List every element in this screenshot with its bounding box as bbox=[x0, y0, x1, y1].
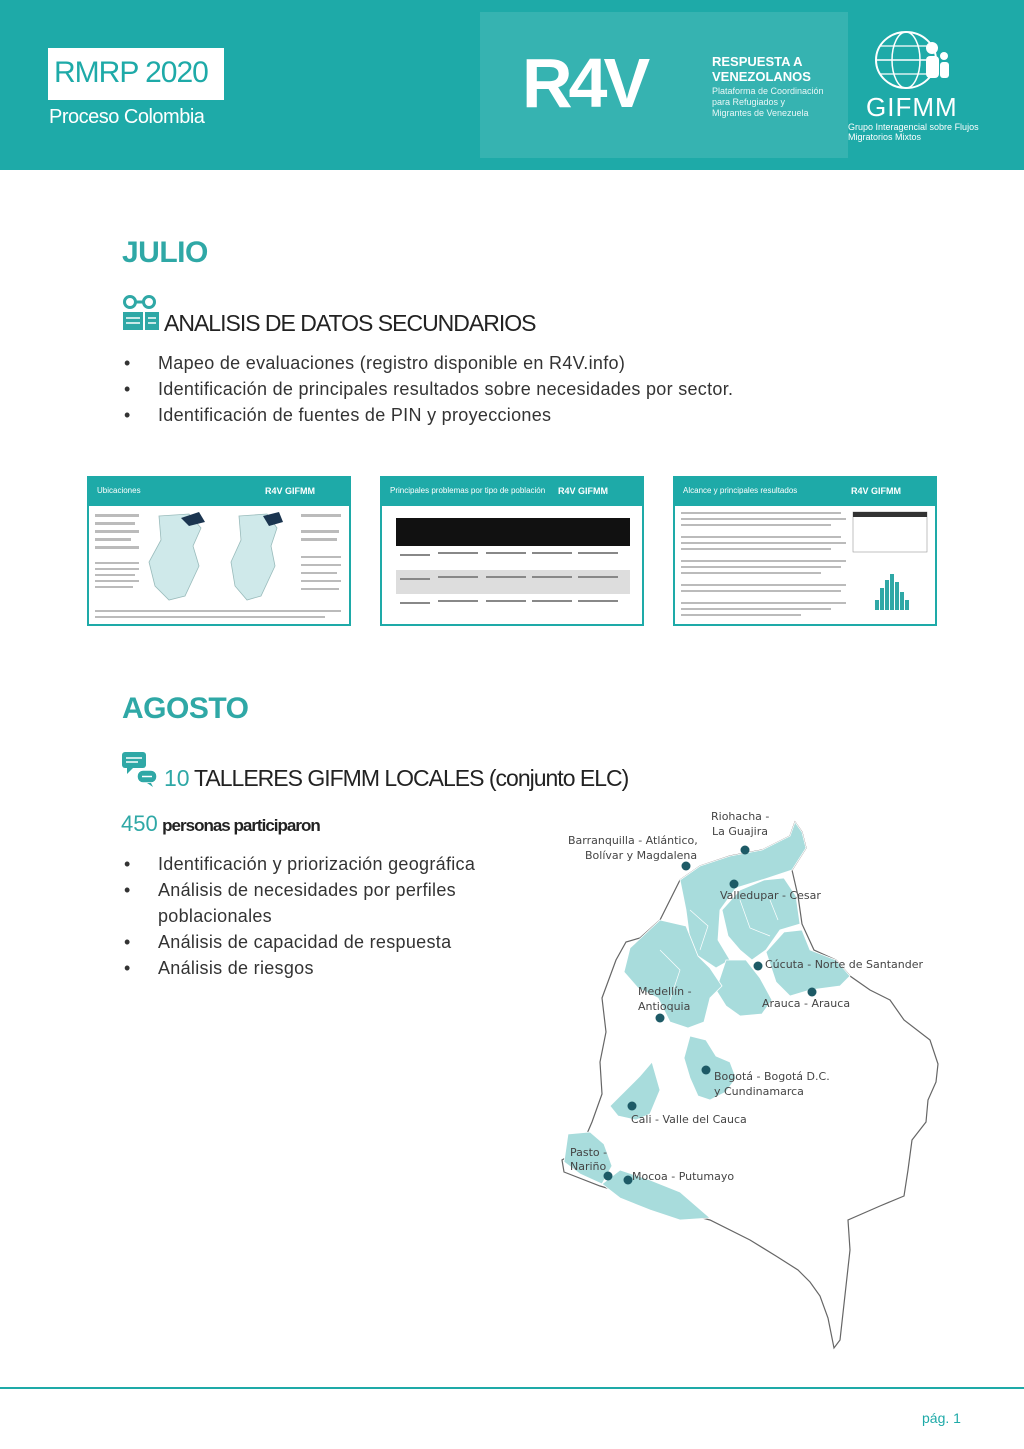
map-label-riohacha-1: Riohacha - bbox=[711, 810, 770, 823]
report-thumbnail-alcance bbox=[673, 476, 937, 626]
city-marker-medellin bbox=[656, 1014, 665, 1023]
map-label-cucuta: Cúcuta - Norte de Santander bbox=[765, 958, 923, 971]
city-marker-arauca bbox=[808, 988, 817, 997]
thumbnail-title: Principales problemas por tipo de población bbox=[390, 486, 546, 495]
map-label-barranquilla-2: Bolívar y Magdalena bbox=[585, 849, 698, 862]
month-heading-july: JULIO bbox=[122, 236, 208, 269]
city-marker-bogota bbox=[702, 1066, 711, 1075]
thumbnail-maps-preview bbox=[89, 506, 349, 624]
report-thumbnail-ubicaciones bbox=[87, 476, 351, 626]
footer-divider bbox=[0, 1387, 1024, 1389]
page-title: RMRP 2020 bbox=[54, 56, 208, 89]
thumbnail-table-preview bbox=[382, 506, 642, 624]
month-heading-august: AGOSTO bbox=[122, 692, 249, 725]
thumbnail-brand: R4V GIFMM bbox=[264, 486, 315, 496]
chat-bubbles-icon bbox=[121, 750, 159, 788]
gifmm-description: Grupo Interagencial sobre Flujos Migratorios Mixtos bbox=[848, 122, 979, 142]
list-item: • Análisis de riesgos bbox=[122, 955, 492, 981]
map-label-arauca: Arauca - Arauca bbox=[762, 997, 851, 1010]
colombia-map bbox=[540, 800, 960, 1360]
r4v-logo: R4V bbox=[522, 44, 647, 122]
thumbnail-text-chart-preview bbox=[675, 506, 935, 624]
map-label-bogota-1: Bogotá - Bogotá D.C. bbox=[714, 1070, 830, 1083]
thumbnail-brand: R4V GIFMM bbox=[850, 486, 901, 496]
city-marker-cucuta bbox=[754, 962, 763, 971]
gifmm-logo-text: GIFMM bbox=[866, 92, 958, 122]
section-heading-talleres bbox=[164, 765, 628, 792]
header-banner bbox=[0, 0, 1024, 170]
participants-label: personas participaron bbox=[162, 816, 320, 835]
map-label-cali: Cali - Valle del Cauca bbox=[631, 1113, 747, 1126]
page-number: pág. 1 bbox=[922, 1410, 961, 1426]
thumbnail-brand: R4V GIFMM bbox=[557, 486, 608, 496]
report-thumbnail-problemas bbox=[380, 476, 644, 626]
r4v-tagline: RESPUESTA A VENEZOLANOS bbox=[712, 54, 811, 84]
r4v-description: Plataforma de Coordinación para Refugiados y Migrantes de Venezuela bbox=[712, 86, 824, 118]
city-marker-cali bbox=[628, 1102, 637, 1111]
city-marker-valledupar bbox=[730, 880, 739, 889]
list-item: • Análisis de necesidades por perfiles poblacionales bbox=[122, 877, 492, 929]
section-title-analisis: ANALISIS DE DATOS SECUNDARIOS bbox=[164, 310, 536, 336]
august-bullet-list bbox=[122, 851, 492, 981]
map-label-bogota-2: y Cundinamarca bbox=[714, 1085, 804, 1098]
july-bullet-list bbox=[122, 350, 802, 428]
list-item: • Identificación y priorización geográfica bbox=[122, 851, 492, 877]
talleres-count: 10 bbox=[164, 765, 190, 791]
thumbnail-title: Ubicaciones bbox=[97, 486, 141, 495]
participants-line bbox=[121, 811, 320, 837]
list-item: • Identificación de principales resultados sobre necesidades por sector. bbox=[122, 376, 802, 402]
globe-people-icon bbox=[866, 26, 950, 92]
map-label-barranquilla-1: Barranquilla - Atlántico, bbox=[568, 834, 698, 847]
page-subtitle: Proceso Colombia bbox=[49, 106, 205, 128]
map-label-riohacha-2: La Guajira bbox=[712, 825, 768, 838]
section-title-talleres: TALLERES GIFMM LOCALES (conjunto ELC) bbox=[194, 765, 629, 791]
list-item: • Análisis de capacidad de respuesta bbox=[122, 929, 492, 955]
list-item: • Mapeo de evaluaciones (registro disponible en R4V.info) bbox=[122, 350, 802, 376]
city-marker-riohacha bbox=[741, 846, 750, 855]
title-box bbox=[48, 48, 224, 100]
map-label-medellin-2: Antioquia bbox=[638, 1000, 691, 1013]
map-label-medellin-1: Medellín - bbox=[638, 985, 692, 998]
city-marker-barranquilla bbox=[682, 862, 691, 871]
participants-count: 450 bbox=[121, 811, 158, 836]
r4v-logo-panel bbox=[480, 12, 848, 158]
map-label-valledupar: Valledupar - Cesar bbox=[720, 889, 821, 902]
glasses-documents-icon bbox=[121, 294, 161, 332]
list-item: • Identificación de fuentes de PIN y proyecciones bbox=[122, 402, 802, 428]
thumbnail-title: Alcance y principales resultados bbox=[683, 486, 798, 495]
map-label-pasto-2: Nariño bbox=[570, 1160, 607, 1173]
map-label-mocoa: Mocoa - Putumayo bbox=[632, 1170, 735, 1183]
map-label-pasto-1: Pasto - bbox=[570, 1146, 608, 1159]
